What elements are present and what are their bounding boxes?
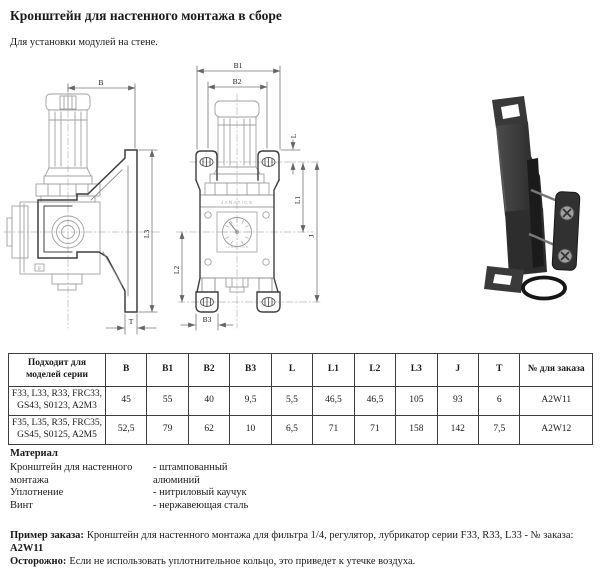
- page-title: Кронштейн для настенного монтажа в сборе: [10, 8, 282, 23]
- material-section: [10, 448, 265, 513]
- material-label: Кронштейн для настенного монтажа: [10, 461, 133, 486]
- dim-label-L: L: [289, 133, 298, 139]
- dim-label-T: T: [128, 317, 134, 326]
- table-cell: 10: [230, 416, 271, 445]
- bracket-photo: [484, 96, 580, 299]
- col-header-order: № для заказа: [520, 354, 593, 387]
- table-cell: 7,5: [479, 416, 520, 445]
- dim-label-L2: L2: [172, 265, 181, 275]
- technical-drawing: [0, 60, 600, 350]
- caution-text: Если не использовать уплотнительное кольцо, это приведет к утечке воздуха.: [69, 555, 416, 567]
- col-header-B2: B2: [188, 354, 229, 387]
- material-label: Винт: [10, 500, 33, 512]
- table-cell: 5,5: [271, 387, 312, 416]
- page-subtitle: Для установки модулей на стене.: [10, 37, 158, 48]
- order-example-line: [10, 530, 592, 556]
- col-header-B3: B3: [230, 354, 271, 387]
- table-cell: 142: [437, 416, 478, 445]
- table-cell: 71: [354, 416, 395, 445]
- table-cell: 9,5: [230, 387, 271, 416]
- table-cell: 93: [437, 387, 478, 416]
- material-row: [10, 500, 265, 513]
- table-cell: 6,5: [271, 416, 312, 445]
- col-header-L: L: [271, 354, 312, 387]
- dim-label-B1: B1: [233, 61, 243, 70]
- footer-notes: [10, 530, 592, 568]
- phillips-screw: [560, 206, 574, 220]
- table-cell: 45: [105, 387, 146, 416]
- brand-text-body: JANATICS: [220, 201, 254, 206]
- phillips-screw: [558, 249, 572, 263]
- table-cell: 40: [188, 387, 229, 416]
- table-cell: 105: [396, 387, 437, 416]
- table-cell: 46,5: [313, 387, 354, 416]
- table-cell: 158: [396, 416, 437, 445]
- cell-order-code: A2W12: [520, 416, 593, 445]
- material-heading: Материал: [10, 448, 58, 459]
- cell-models: F35, L35, R35, FRC35, GS45, S0125, A2M5: [9, 416, 106, 445]
- order-example-code: A2W11: [10, 542, 44, 554]
- material-value: - нержавеющая сталь: [153, 500, 249, 512]
- material-label: Уплотнение: [10, 487, 64, 499]
- table-cell: 55: [147, 387, 188, 416]
- caution-label: Осторожно:: [10, 555, 67, 567]
- col-header-models: Подходит для моделей серии: [9, 354, 106, 387]
- material-value: - штампованный алюминий: [153, 461, 228, 486]
- cell-models: F33, L33, R33, FRC33, GS43, S0123, A2M3: [9, 387, 106, 416]
- spec-table: [8, 353, 593, 445]
- col-header-B1: B1: [147, 354, 188, 387]
- cell-order-code: A2W11: [520, 387, 593, 416]
- centerlines-front: [176, 94, 321, 328]
- side-view-drawing: [4, 78, 162, 334]
- col-header-L3: L3: [396, 354, 437, 387]
- spec-table-section: [8, 353, 593, 445]
- col-header-J: J: [437, 354, 478, 387]
- regulator-side: [7, 94, 100, 290]
- brand-text-gauge: JANATICS: [225, 245, 249, 249]
- table-row: [9, 387, 593, 416]
- material-row: [10, 462, 265, 488]
- col-header-L2: L2: [354, 354, 395, 387]
- table-cell: 6: [479, 387, 520, 416]
- table-row: [9, 416, 593, 445]
- material-row: [10, 487, 265, 500]
- dim-label-B2: B2: [232, 77, 242, 86]
- col-header-T: T: [479, 354, 520, 387]
- order-example-text: Кронштейн для настенного монтажа для фильтра 1/4, регулятор, лубрикатор серии F33, R33, L33 - № заказа:: [86, 530, 574, 541]
- table-cell: 46,5: [354, 387, 395, 416]
- body-marker: [35, 264, 44, 272]
- material-value: - нитриловый каучук: [153, 487, 247, 499]
- dim-label-B3: B3: [202, 315, 212, 324]
- bracket-side-outline: [38, 150, 137, 312]
- col-header-L1: L1: [313, 354, 354, 387]
- table-cell: 71: [313, 416, 354, 445]
- dim-label-L3: L3: [142, 229, 151, 239]
- table-cell: 79: [147, 416, 188, 445]
- front-view-drawing: [172, 61, 321, 330]
- svg-text:F: F: [37, 266, 42, 272]
- dim-label-J: J: [307, 234, 316, 238]
- col-header-B: B: [105, 354, 146, 387]
- dim-label-B: B: [98, 78, 104, 87]
- table-cell: 62: [188, 416, 229, 445]
- caution-line: [10, 556, 592, 568]
- dim-label-L1: L1: [293, 195, 302, 205]
- o-ring: [523, 278, 565, 299]
- order-example-label: Пример заказа:: [10, 530, 84, 541]
- table-cell: 52,5: [105, 416, 146, 445]
- table-header-row: [9, 354, 593, 387]
